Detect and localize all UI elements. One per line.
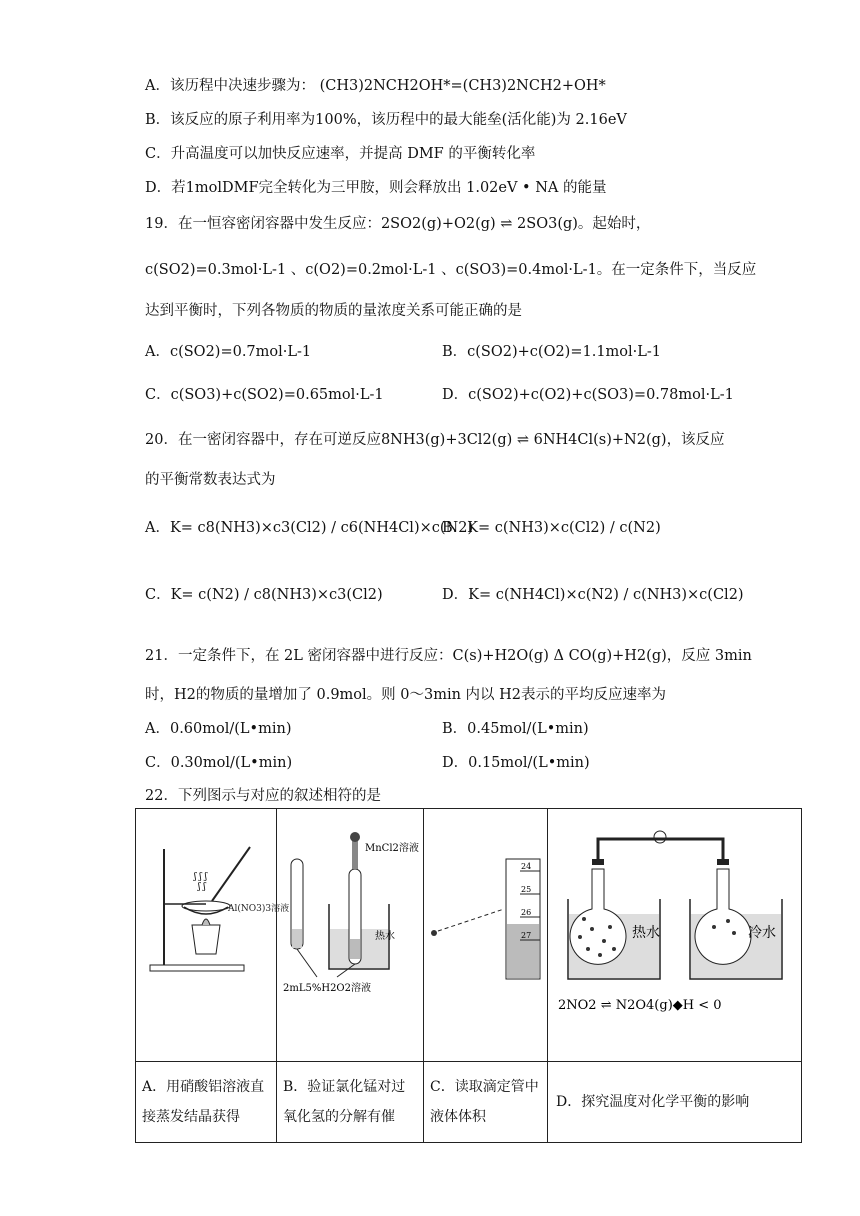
q18-option-a-equation: (CH3)2NCH2OH*=(CH3)2NCH2+OH* — [319, 78, 606, 94]
q19-option-c: C．c(SO3)+c(SO2)=0.65mol·L-1 — [145, 387, 384, 403]
q19-stem-line3: 达到平衡时，下列各物质的物质的量浓度关系可能正确的是 — [145, 303, 522, 319]
q20-option-d: D．K= c(NH4Cl)×c(N2) / c(NH3)×c(Cl2) — [442, 587, 744, 603]
burette-tick-24: 24 — [521, 862, 532, 871]
q20-option-c: C．K= c(N2) / c8(NH3)×c3(Cl2) — [145, 587, 383, 603]
fig-b-mncl2-label: MnCl2溶液 — [365, 843, 419, 854]
fig-d-cold-water-label: 冷水 — [748, 925, 776, 941]
q19-reaction: 2SO2(g)+O2(g) ⇌ 2SO3(g) — [380, 216, 578, 232]
q21-option-a: A．0.60mol/(L•min) — [145, 721, 292, 737]
q18-option-a: A．该历程中决速步骤为： (CH3)2NCH2OH*=(CH3)2NCH2+OH* — [145, 78, 606, 94]
q22-stem: 22．下列图示与对应的叙述相符的是 — [145, 788, 381, 804]
figure-a-cell — [136, 809, 290, 1062]
q21-option-b: B．0.45mol/(L•min) — [442, 721, 589, 737]
fig-d-hot-water-label: 热水 — [632, 925, 660, 941]
figure-d-cell — [548, 809, 802, 1062]
q21-option-c: C．0.30mol/(L•min) — [145, 755, 293, 771]
fig-b-hot-water-label: 热水 — [375, 931, 395, 942]
q18-option-c: C．升高温度可以加快反应速率，并提高 DMF 的平衡转化率 — [145, 146, 536, 162]
q20-reaction: 8NH3(g)+3Cl2(g) ⇌ 6NH4Cl(s)+N2(g) — [380, 432, 667, 448]
q21-option-d: D．0.15mol/(L•min) — [442, 755, 590, 771]
figure-b-caption: B．验证氯化锰对过氧化氢的分解有催 — [277, 1062, 424, 1143]
burette-reading-diagram — [424, 809, 547, 1057]
figure-b-cell — [277, 809, 424, 1062]
svg-text:ʃ ʃ ʃ: ʃ ʃ ʃ — [194, 872, 208, 882]
q19-option-b: B．c(SO2)+c(O2)=1.1mol·L-1 — [442, 344, 662, 360]
burette-tick-27: 27 — [521, 931, 532, 940]
q20-stem-line1: 20．在一密闭容器中，存在可逆反应8NH3(g)+3Cl2(g) ⇌ 6NH4Cl(s)+N2(g)，该反应 — [145, 432, 725, 448]
q19-initial-concentrations: c(SO2)=0.3mol·L-1 、c(O2)=0.2mol·L-1 、c(SO3)=0.4mol·L-1 — [145, 262, 597, 278]
figure-d-caption: D．探究温度对化学平衡的影响 — [548, 1062, 802, 1143]
q19-option-a: A．c(SO2)=0.7mol·L-1 — [145, 344, 312, 360]
svg-text:ʃ ʃ: ʃ ʃ — [198, 882, 206, 892]
no2-equilibrium-diagram — [548, 809, 801, 1057]
figure-c-caption: C．读取滴定管中液体体积 — [424, 1062, 548, 1143]
burette-tick-26: 26 — [521, 908, 532, 917]
figure-c-cell — [424, 809, 548, 1062]
q19-stem-line2: c(SO2)=0.3mol·L-1 、c(O2)=0.2mol·L-1 、c(SO3)=0.4mol·L-1。在一定条件下，当反应 — [145, 262, 757, 278]
q21-stem-line1: 21．一定条件下，在 2L 密闭容器中进行反应：C(s)+H2O(g) Δ CO(g)+H2(g)，反应 3min — [145, 648, 752, 664]
q19-option-d: D．c(SO2)+c(O2)+c(SO3)=0.78mol·L-1 — [442, 387, 734, 403]
catalysis-apparatus-diagram — [277, 809, 423, 1057]
evaporation-apparatus-diagram — [136, 809, 290, 1057]
fig-b-h2o2-label: 2mL5%H2O2溶液 — [283, 983, 371, 994]
q21-stem-line2: 时，H2的物质的量增加了 0.9mol。则 0～3min 内以 H2表示的平均反应速率为 — [145, 687, 667, 703]
q20-stem-line2: 的平衡常数表达式为 — [145, 472, 276, 488]
q20-option-b: B．K= c(NH3)×c(Cl2) / c(N2) — [442, 520, 661, 536]
figure-a-caption: A．用硝酸铝溶液直接蒸发结晶获得 — [136, 1062, 277, 1143]
q20-option-a: A．K= c8(NH3)×c3(Cl2) / c6(NH4Cl)×c(N2) — [145, 520, 474, 536]
q22-figure-table — [135, 808, 801, 1137]
q18-option-b: B．该反应的原子利用率为100%，该历程中的最大能垒(活化能)为 2.16eV — [145, 112, 627, 128]
fig-d-equation: 2NO2 ⇌ N2O4(g)◆H < 0 — [558, 998, 722, 1013]
fig-a-solution-label: Al(NO3)3溶液 — [228, 904, 290, 914]
q18-option-d: D．若1molDMF完全转化为三甲胺，则会释放出 1.02eV • NA 的能量 — [145, 180, 607, 196]
q19-stem-line1: 19．在一恒容密闭容器中发生反应：2SO2(g)+O2(g) ⇌ 2SO3(g)。起始时， — [145, 216, 651, 232]
burette-tick-25: 25 — [521, 885, 532, 894]
